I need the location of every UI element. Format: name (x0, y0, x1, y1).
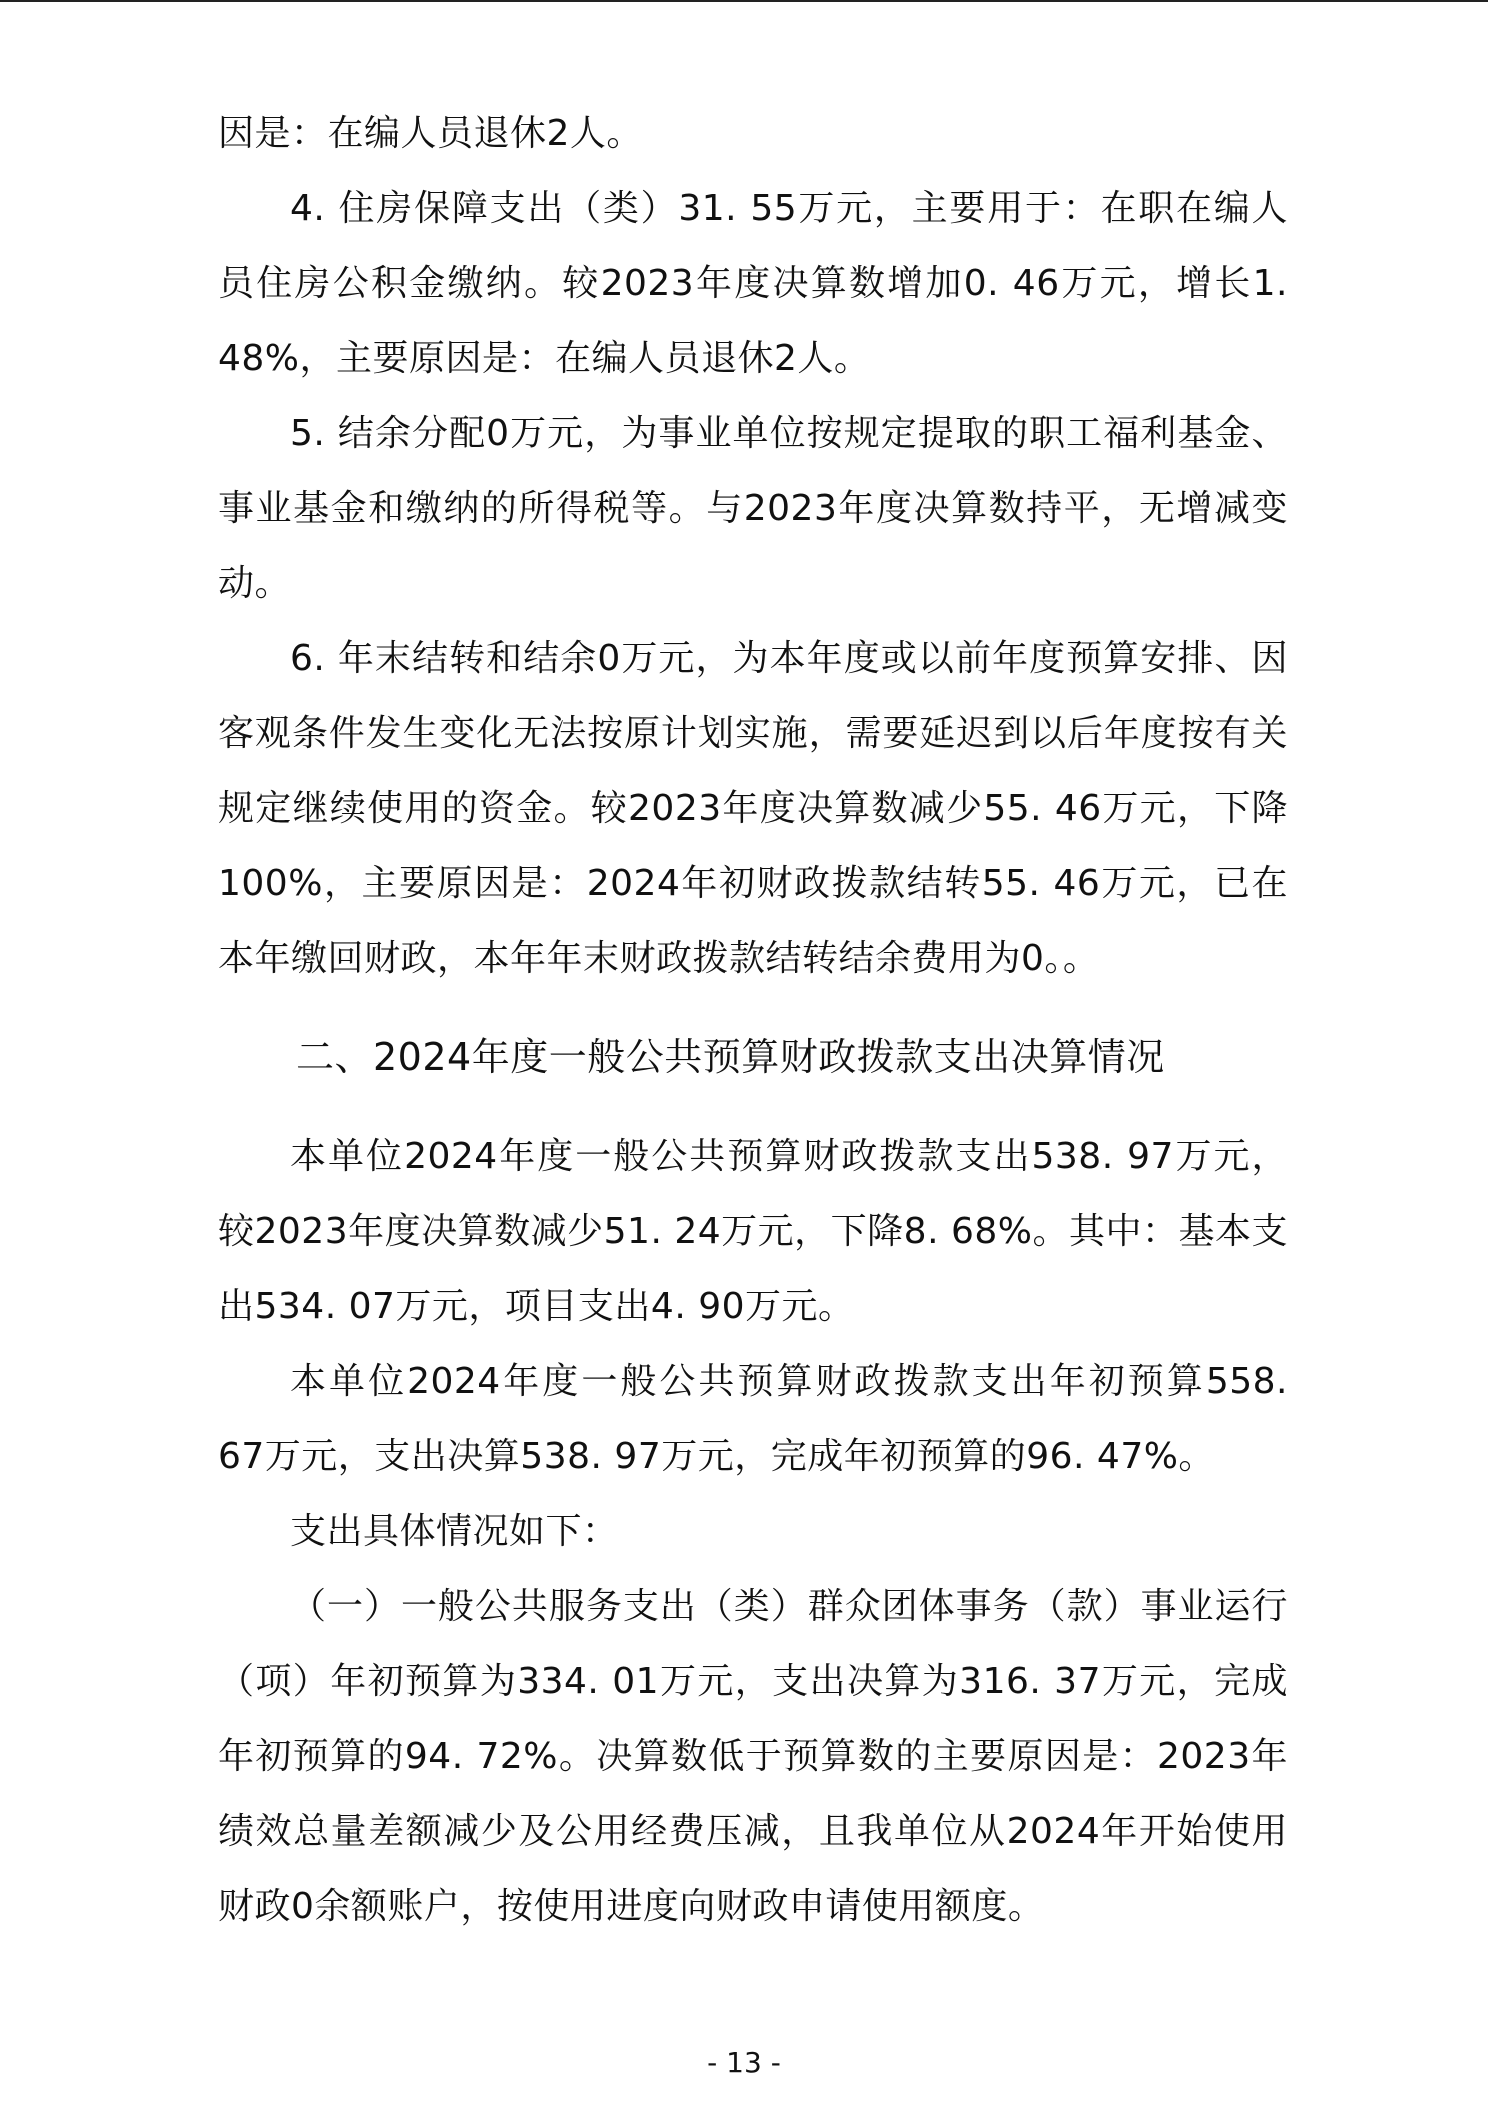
paragraph-surplus-distribution: 5. 结余分配0万元，为事业单位按规定提取的职工福利基金、事业基金和缴纳的所得税等。与2023年度决算数持平，无增减变动。 (218, 413, 1288, 604)
page-top-border (0, 0, 1488, 2)
paragraph-housing-expenditure: 4. 住房保障支出（类）31. 55万元，主要用于：在职在编人员住房公积金缴纳。较2023年度决算数增加0. 46万元，增长1. 48%，主要原因是：在编人员退休2人。 (218, 188, 1288, 379)
paragraph-general-budget-total: 本单位2024年度一般公共预算财政拨款支出538. 97万元，较2023年度决算数减少51. 24万元，下降8. 68%。其中：基本支出534. 07万元，项目支出4. 90万元。 (218, 1136, 1288, 1327)
section-heading: 二、2024年度一般公共预算财政拨款支出决算情况 (296, 1035, 1165, 1079)
paragraph-public-service-item: （一）一般公共服务支出（类）群众团体事务（款）事业运行（项）年初预算为334. 01万元，支出决算为316. 37万元，完成年初预算的94. 72%。决算数低于预算数的主要原因是：2023年绩效总量差额减少及公用经费压减，且我单位从2024年开始使用财政0余额账户，按使用进度向财政申请使用额度。 (218, 1586, 1288, 1927)
paragraph-retirement-reason: 因是：在编人员退休2人。 (218, 113, 643, 154)
paragraph-details-intro: 支出具体情况如下： (290, 1511, 619, 1552)
document-body (218, 96, 1288, 1944)
paragraph-budget-completion: 本单位2024年度一般公共预算财政拨款支出年初预算558. 67万元，支出决算538. 97万元，完成年初预算的96. 47%。 (218, 1361, 1288, 1477)
paragraph-year-end-carryover: 6. 年末结转和结余0万元，为本年度或以前年度预算安排、因客观条件发生变化无法按原计划实施，需要延迟到以后年度按有关规定继续使用的资金。较2023年度决算数减少55. 46万元，下降100%，主要原因是：2024年初财政拨款结转55. 46万元，已在本年缴回财政，本年年末财政拨款结转结余费用为0。。 (218, 638, 1288, 979)
page-number: - 13 - (707, 2046, 781, 2079)
